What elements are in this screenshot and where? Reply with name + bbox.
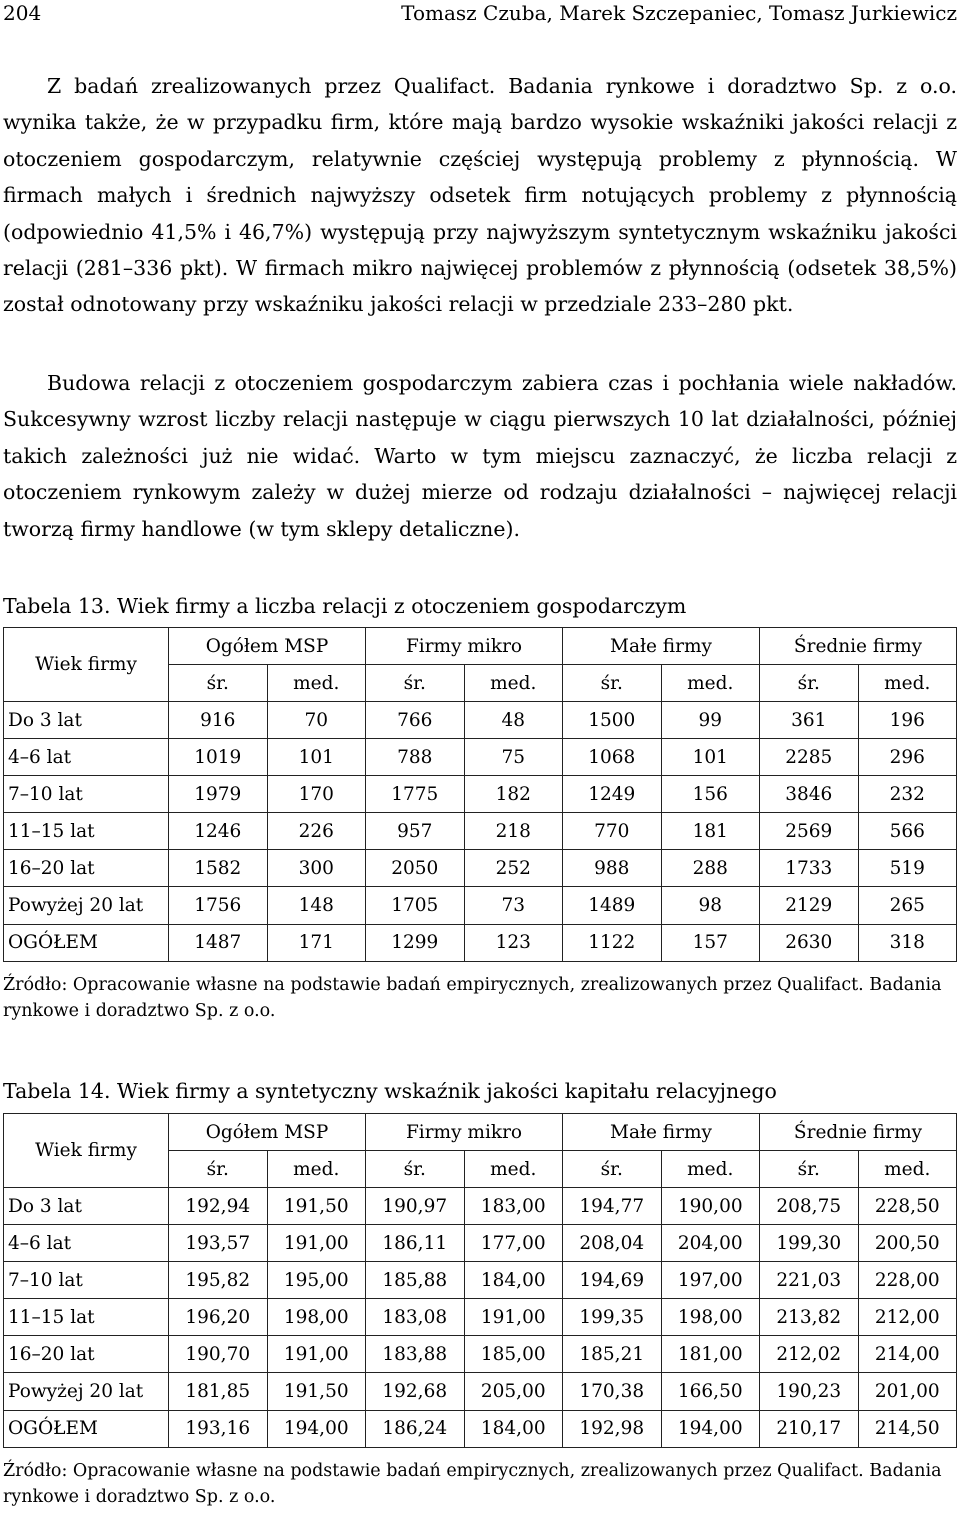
table-cell: 204,00 <box>661 1225 760 1262</box>
table-cell: 228,50 <box>858 1188 957 1225</box>
table-cell: 197,00 <box>661 1262 760 1299</box>
group-header: Ogółem MSP <box>169 1114 366 1151</box>
row-label-cell: 16–20 lat <box>4 850 169 887</box>
table-cell: 1500 <box>563 702 662 739</box>
table-cell: 2630 <box>760 924 859 961</box>
table-cell: 788 <box>366 739 465 776</box>
table-cell: 201,00 <box>858 1373 957 1410</box>
table-row <box>4 1410 957 1447</box>
group-header: Małe firmy <box>563 628 760 665</box>
table-row <box>4 924 957 961</box>
table-cell: 182 <box>464 776 563 813</box>
body-paragraph: Z badań zrealizowanych przez Qualifact. Badania rynkowe i doradztwo Sp. z o.o. wynika także, że w przypadku firm, które mają bardzo wysokie wskaźniki jakości relacji z otoczeniem gospodarczym, relatywnie częściej występują problemy z płynnością. W firmach małych i średnich najwyższy odsetek firm notujących problemy z płynnością (odpowiednio 41,5% i 46,7%) występują przy najwyższym syntetycznym wskaźniku jakości relacji (281–336 pkt). W firmach mikro najwięcej problemów z płynnością (odsetek 38,5%) został odnotowany przy wskaźniku jakości relacji w przedziale 233–280 pkt. <box>3 74 957 317</box>
table-cell: 1775 <box>366 776 465 813</box>
table-cell: 48 <box>464 702 563 739</box>
table-cell: 190,00 <box>661 1188 760 1225</box>
table-cell: 170 <box>267 776 366 813</box>
sub-header: med. <box>661 1151 760 1188</box>
row-label-cell: Do 3 lat <box>4 1188 169 1225</box>
table-cell: 184,00 <box>464 1410 563 1447</box>
table-caption: Tabela 13. Wiek firmy a liczba relacji z otoczeniem gospodarczym <box>3 594 687 618</box>
table-cell: 228,00 <box>858 1262 957 1299</box>
row-label-cell: Powyżej 20 lat <box>4 1373 169 1410</box>
group-header: Średnie firmy <box>760 1114 957 1151</box>
page-number: 204 <box>3 1 42 25</box>
table-cell: 170,38 <box>563 1373 662 1410</box>
row-label-cell: Powyżej 20 lat <box>4 887 169 924</box>
table-cell: 156 <box>661 776 760 813</box>
group-header: Średnie firmy <box>760 628 957 665</box>
table-cell: 184,00 <box>464 1262 563 1299</box>
row-header-cell: Wiek firmy <box>4 628 169 702</box>
table-cell: 208,75 <box>760 1188 859 1225</box>
table-cell: 200,50 <box>858 1225 957 1262</box>
table-cell: 2129 <box>760 887 859 924</box>
table-cell: 195,00 <box>267 1262 366 1299</box>
table-cell: 75 <box>464 739 563 776</box>
group-header: Ogółem MSP <box>169 628 366 665</box>
table-cell: 221,03 <box>760 1262 859 1299</box>
table-cell: 190,97 <box>366 1188 465 1225</box>
table-cell: 70 <box>267 702 366 739</box>
table-cell: 171 <box>267 924 366 961</box>
table-row <box>4 1373 957 1410</box>
table-cell: 1705 <box>366 887 465 924</box>
table-cell: 99 <box>661 702 760 739</box>
table-cell: 183,88 <box>366 1336 465 1373</box>
table-cell: 252 <box>464 850 563 887</box>
table-cell: 193,16 <box>169 1410 268 1447</box>
sub-header: med. <box>267 1151 366 1188</box>
row-label-cell: OGÓŁEM <box>4 1410 169 1447</box>
table-cell: 213,82 <box>760 1299 859 1336</box>
table-cell: 191,50 <box>267 1373 366 1410</box>
table-cell: 214,50 <box>858 1410 957 1447</box>
sub-header: śr. <box>366 665 465 702</box>
table-cell: 212,02 <box>760 1336 859 1373</box>
table-cell: 288 <box>661 850 760 887</box>
table-cell: 181,00 <box>661 1336 760 1373</box>
sub-header: śr. <box>760 665 859 702</box>
table-cell: 191,50 <box>267 1188 366 1225</box>
sub-header: śr. <box>366 1151 465 1188</box>
table-row <box>4 1225 957 1262</box>
table-cell: 196,20 <box>169 1299 268 1336</box>
table-row <box>4 850 957 887</box>
sub-header: med. <box>464 1151 563 1188</box>
table-cell: 1246 <box>169 813 268 850</box>
table-cell: 196 <box>858 702 957 739</box>
table-cell: 190,70 <box>169 1336 268 1373</box>
group-header: Firmy mikro <box>366 1114 563 1151</box>
table-cell: 1068 <box>563 739 662 776</box>
table-cell: 148 <box>267 887 366 924</box>
table-cell: 194,00 <box>267 1410 366 1447</box>
table-cell: 190,23 <box>760 1373 859 1410</box>
table-cell: 177,00 <box>464 1225 563 1262</box>
sub-header: med. <box>858 1151 957 1188</box>
table-cell: 1756 <box>169 887 268 924</box>
table-cell: 73 <box>464 887 563 924</box>
sub-header: śr. <box>563 1151 662 1188</box>
table-cell: 157 <box>661 924 760 961</box>
table-cell: 1489 <box>563 887 662 924</box>
table-cell: 191,00 <box>267 1336 366 1373</box>
table-row <box>4 776 957 813</box>
table-cell: 191,00 <box>464 1299 563 1336</box>
running-head-authors: Tomasz Czuba, Marek Szczepaniec, Tomasz Jurkiewicz <box>401 1 957 25</box>
table-cell: 916 <box>169 702 268 739</box>
table-cell: 186,11 <box>366 1225 465 1262</box>
sub-header: śr. <box>563 665 662 702</box>
table-cell: 186,24 <box>366 1410 465 1447</box>
table-cell: 1249 <box>563 776 662 813</box>
table-cell: 208,04 <box>563 1225 662 1262</box>
table-row <box>4 739 957 776</box>
table-cell: 101 <box>661 739 760 776</box>
table-cell: 1487 <box>169 924 268 961</box>
table-cell: 192,68 <box>366 1373 465 1410</box>
table-cell: 185,21 <box>563 1336 662 1373</box>
table-cell: 566 <box>858 813 957 850</box>
table-cell: 101 <box>267 739 366 776</box>
table-cell: 361 <box>760 702 859 739</box>
table-cell: 98 <box>661 887 760 924</box>
table-row <box>4 1262 957 1299</box>
table-cell: 770 <box>563 813 662 850</box>
table-cell: 232 <box>858 776 957 813</box>
table-cell: 988 <box>563 850 662 887</box>
table-cell: 192,98 <box>563 1410 662 1447</box>
table-source-note: Źródło: Opracowanie własne na podstawie badań empirycznych, zrealizowanych przez Qualifact. Badania rynkowe i doradztwo Sp. z o.o. <box>3 975 942 1021</box>
table-cell: 212,00 <box>858 1299 957 1336</box>
table-cell: 218 <box>464 813 563 850</box>
table-row <box>4 813 957 850</box>
table-cell: 766 <box>366 702 465 739</box>
table-cell: 183,00 <box>464 1188 563 1225</box>
table-cell: 210,17 <box>760 1410 859 1447</box>
sub-header: med. <box>267 665 366 702</box>
row-label-cell: 4–6 lat <box>4 739 169 776</box>
table-cell: 1299 <box>366 924 465 961</box>
table-cell: 166,50 <box>661 1373 760 1410</box>
table-cell: 181 <box>661 813 760 850</box>
table-cell: 191,00 <box>267 1225 366 1262</box>
row-label-cell: 11–15 lat <box>4 813 169 850</box>
table-cell: 2569 <box>760 813 859 850</box>
page-header <box>0 0 960 30</box>
table-cell: 194,00 <box>661 1410 760 1447</box>
table-cell: 1019 <box>169 739 268 776</box>
table-row <box>4 1336 957 1373</box>
sub-header: śr. <box>760 1151 859 1188</box>
table-source-note: Źródło: Opracowanie własne na podstawie badań empirycznych, zrealizowanych przez Qualifact. Badania rynkowe i doradztwo Sp. z o.o. <box>3 1461 942 1507</box>
group-header: Małe firmy <box>563 1114 760 1151</box>
table-cell: 296 <box>858 739 957 776</box>
table-cell: 265 <box>858 887 957 924</box>
table-row <box>4 1188 957 1225</box>
table-cell: 205,00 <box>464 1373 563 1410</box>
table-cell: 185,88 <box>366 1262 465 1299</box>
table-cell: 300 <box>267 850 366 887</box>
row-label-cell: 11–15 lat <box>4 1299 169 1336</box>
table-cell: 183,08 <box>366 1299 465 1336</box>
sub-header: śr. <box>169 1151 268 1188</box>
table-cell: 318 <box>858 924 957 961</box>
group-header: Firmy mikro <box>366 628 563 665</box>
table-cell: 3846 <box>760 776 859 813</box>
sub-header: med. <box>858 665 957 702</box>
table-cell: 198,00 <box>267 1299 366 1336</box>
table-cell: 195,82 <box>169 1262 268 1299</box>
table-cell: 519 <box>858 850 957 887</box>
table-cell: 198,00 <box>661 1299 760 1336</box>
table-cell: 226 <box>267 813 366 850</box>
table-cell: 1122 <box>563 924 662 961</box>
table-cell: 957 <box>366 813 465 850</box>
table-cell: 2285 <box>760 739 859 776</box>
table-cell: 199,30 <box>760 1225 859 1262</box>
row-label-cell: 7–10 lat <box>4 1262 169 1299</box>
data-table <box>3 1113 957 1448</box>
table-row <box>4 887 957 924</box>
table-cell: 1979 <box>169 776 268 813</box>
table-cell: 1582 <box>169 850 268 887</box>
table-cell: 1733 <box>760 850 859 887</box>
body-paragraph: Budowa relacji z otoczeniem gospodarczym zabiera czas i pochłania wiele nakładów. Sukcesywny wzrost liczby relacji następuje w ciągu pierwszych 10 lat działalności, później takich zależności już nie widać. Warto w tym miejscu zaznaczyć, że liczba relacji z otoczeniem rynkowym zależy w dużej mierze od rodzaju działalności – najwięcej relacji tworzą firmy handlowe (w tym sklepy detaliczne). <box>3 371 957 541</box>
table-caption: Tabela 14. Wiek firmy a syntetyczny wskaźnik jakości kapitału relacyjnego <box>3 1079 777 1103</box>
table-cell: 192,94 <box>169 1188 268 1225</box>
table-row <box>4 1299 957 1336</box>
sub-header: med. <box>661 665 760 702</box>
data-table <box>3 627 957 962</box>
row-header-cell: Wiek firmy <box>4 1114 169 1188</box>
table-cell: 123 <box>464 924 563 961</box>
table-cell: 2050 <box>366 850 465 887</box>
sub-header: śr. <box>169 665 268 702</box>
row-label-cell: Do 3 lat <box>4 702 169 739</box>
sub-header: med. <box>464 665 563 702</box>
table-row <box>4 702 957 739</box>
row-label-cell: 16–20 lat <box>4 1336 169 1373</box>
table-cell: 194,69 <box>563 1262 662 1299</box>
table-cell: 214,00 <box>858 1336 957 1373</box>
table-cell: 194,77 <box>563 1188 662 1225</box>
row-label-cell: 7–10 lat <box>4 776 169 813</box>
table-cell: 185,00 <box>464 1336 563 1373</box>
table-cell: 199,35 <box>563 1299 662 1336</box>
table-cell: 181,85 <box>169 1373 268 1410</box>
row-label-cell: OGÓŁEM <box>4 924 169 961</box>
table-cell: 193,57 <box>169 1225 268 1262</box>
row-label-cell: 4–6 lat <box>4 1225 169 1262</box>
